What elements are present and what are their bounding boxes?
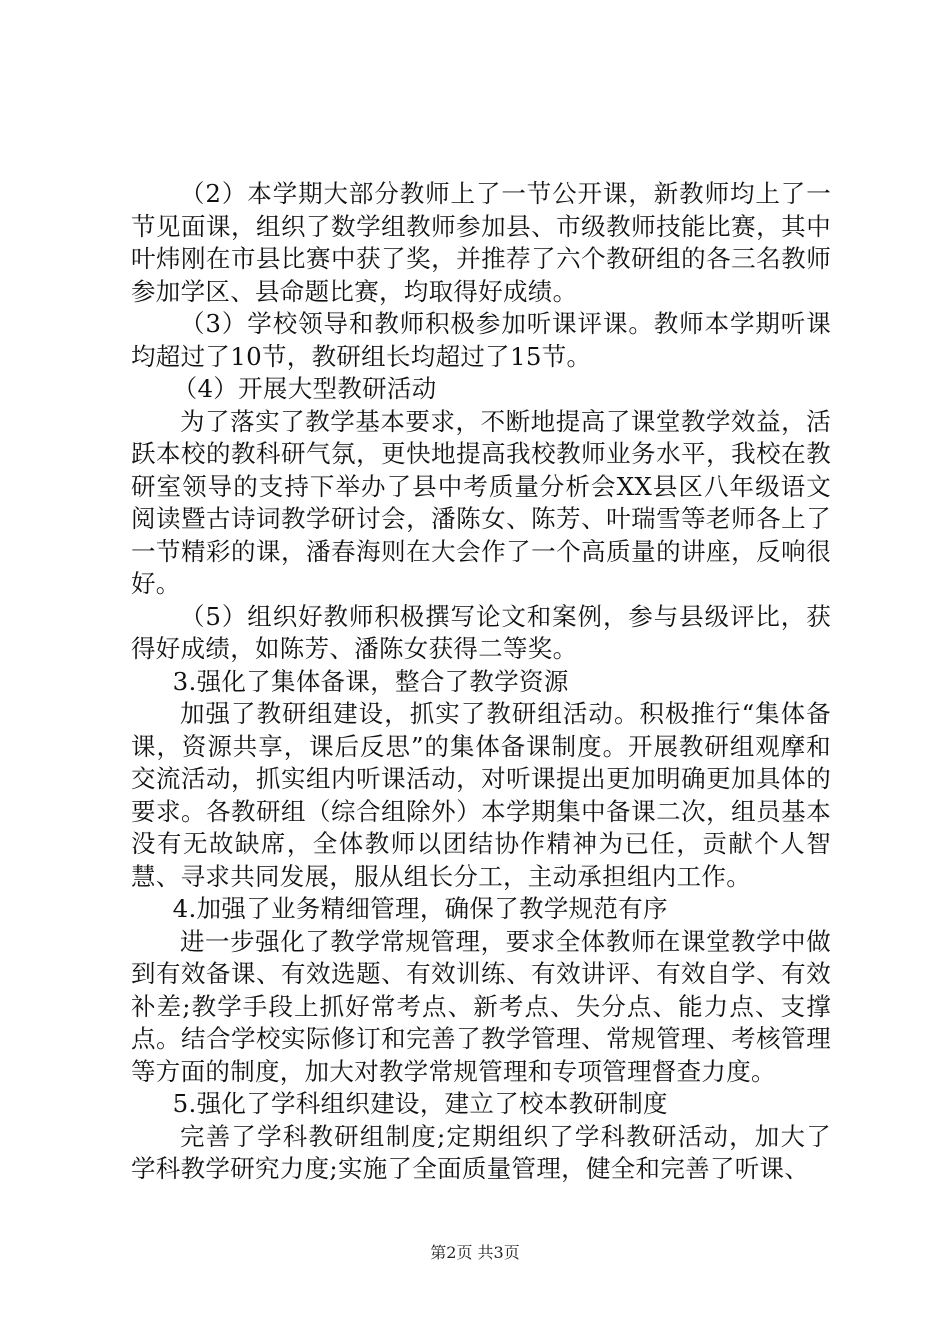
paragraph-papers-cases: （5）组织好教师积极撰写论文和案例，参与县级评比，获得好成绩，如陈芳、潘陈女获得二等奖。 (131, 601, 831, 663)
document-body (131, 178, 831, 1186)
paragraph-open-class: （2）本学期大部分教师上了一节公开课，新教师均上了一节见面课，组织了数学组教师参加县、市级教师技能比赛，其中叶炜刚在市县比赛中获了奖，并推荐了六个教研组的各三名教师参加学区、县命题比赛，均取得好成绩。 (131, 179, 831, 306)
page-footer: 第2页 共3页 (430, 1243, 520, 1262)
section-heading-5: 5.强化了学科组织建设，建立了校本教研制度 (172, 1089, 668, 1118)
section-heading-3: 3.强化了集体备课，整合了教学资源 (172, 666, 569, 696)
paragraph-routine-management: 进一步强化了教学常规管理，要求全体教师在课堂教学中做到有效备课、有效选题、有效训练、有效讲评、有效自学、有效补差;教学手段上抓好常考点、新考点、失分点、能力点、支撑点。结合学校实际修订和完善了教学管理、常规管理、考核管理等方面的制度，加大对教学常规管理和专项管理督查力度。 (131, 926, 831, 1086)
section-heading-4: 4.加强了业务精细管理，确保了教学规范有序 (172, 894, 668, 923)
paragraph-collective-prep: 加强了教研组建设，抓实了教研组活动。积极推行“集体备课，资源共享，课后反思”的集体备课制度。开展教研组观摩和交流活动，抓实组内听课活动，对听课提出更加明确更加具体的要求。各教研组（综合组除外）本学期集中备课二次，组员基本没有无故缺席，全体教师以团结协作精神为已任，贡献个人智慧、寻求共同发展，服从组长分工，主动承担组内工作。 (131, 699, 831, 891)
paragraph-lesson-observation: （3）学校领导和教师积极参加听课评课。教师本学期听课均超过了10节，教研组长均超过了15节。 (131, 309, 831, 371)
subheading-research-activity: （4）开展大型教研活动 (172, 374, 437, 403)
paragraph-subject-groups: 完善了学科教研组制度;定期组织了学科教研活动，加大了学科教学研究力度;实施了全面质量管理，健全和完善了听课、 (131, 1121, 831, 1183)
paragraph-research-seminar: 为了落实了教学基本要求，不断地提高了课堂教学效益，活跃本校的教科研气氛，更快地提高我校教师业务水平，我校在教研室领导的支持下举办了县中考质量分析会XX县区八年级语文阅读暨古诗词教学研讨会，潘陈女、陈芳、叶瑞雪等老师各上了一节精彩的课，潘春海则在大会作了一个高质量的讲座，反响很好。 (131, 406, 831, 598)
